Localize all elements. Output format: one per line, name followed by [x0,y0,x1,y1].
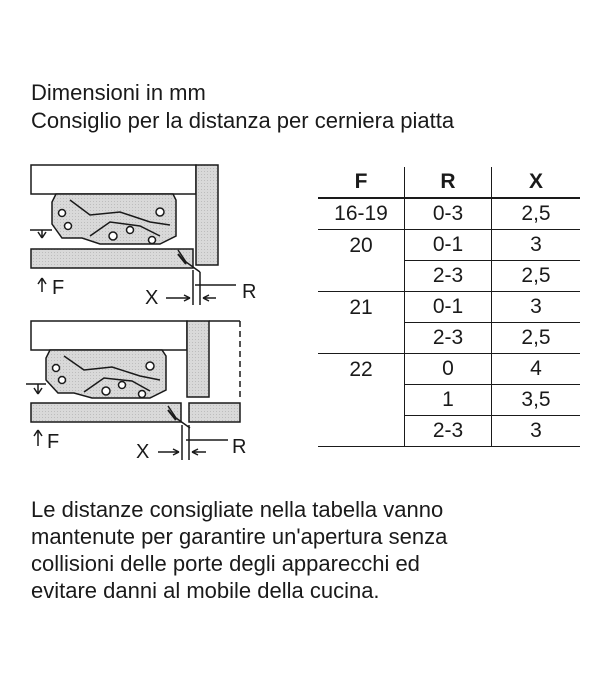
top-label-x: X [145,287,159,309]
bottom-label-f: F [47,431,60,453]
cell-f-value: 20 [349,233,373,257]
cell-f-value: 21 [349,295,373,319]
bottom-side-wall [187,321,209,397]
cell-r: 2-3 [405,261,492,292]
heading-title: Consiglio per la distanza per cerniera piatta [31,108,455,133]
table-row [318,198,580,230]
top-label-r: R [242,281,257,303]
cell-x: 3,5 [492,385,581,416]
cell-x: 2,5 [492,198,581,230]
table-row [318,292,580,323]
bottom-door-panel [31,403,181,422]
top-label-f: F [52,277,65,299]
table-row [318,230,580,261]
cell-f: 16-19 [318,198,405,230]
cell-f [318,230,405,292]
cell-r: 0-3 [405,198,492,230]
spacing-table [318,167,580,447]
table-row [318,354,580,385]
note-line: mantenute per garantire un'apertura senza [31,524,448,549]
cell-x: 4 [492,354,581,385]
header-x: X [492,167,581,198]
bottom-cabinet-panel [31,321,187,350]
header-r: R [405,167,492,198]
note-paragraph [31,496,447,604]
cell-x: 3 [492,292,581,323]
note-line: collisioni delle porte degli apparecchi ed [31,551,420,576]
cell-r: 1 [405,385,492,416]
cell-f [318,292,405,354]
header-f: F [318,167,405,198]
table-header-row [318,167,580,198]
bottom-adjacent-door [189,403,240,422]
top-cabinet-panel [31,165,196,194]
cell-r: 0-1 [405,292,492,323]
top-side-wall [196,165,218,265]
cell-x: 2,5 [492,261,581,292]
cell-f [318,354,405,447]
note-line: Le distanze consigliate nella tabella vanno [31,497,444,522]
cell-x: 3 [492,230,581,261]
cell-r: 0 [405,354,492,385]
cell-r: 2-3 [405,416,492,447]
cell-x: 2,5 [492,323,581,354]
heading-units: Dimensioni in mm [31,80,206,105]
cell-r: 0-1 [405,230,492,261]
note-line: evitare danni al mobile della cucina. [31,578,380,603]
cell-x: 3 [492,416,581,447]
cell-f-value: 22 [349,358,373,381]
cell-r: 2-3 [405,323,492,354]
bottom-label-r: R [232,436,247,458]
bottom-label-x: X [136,441,150,463]
top-door-panel [31,249,193,268]
